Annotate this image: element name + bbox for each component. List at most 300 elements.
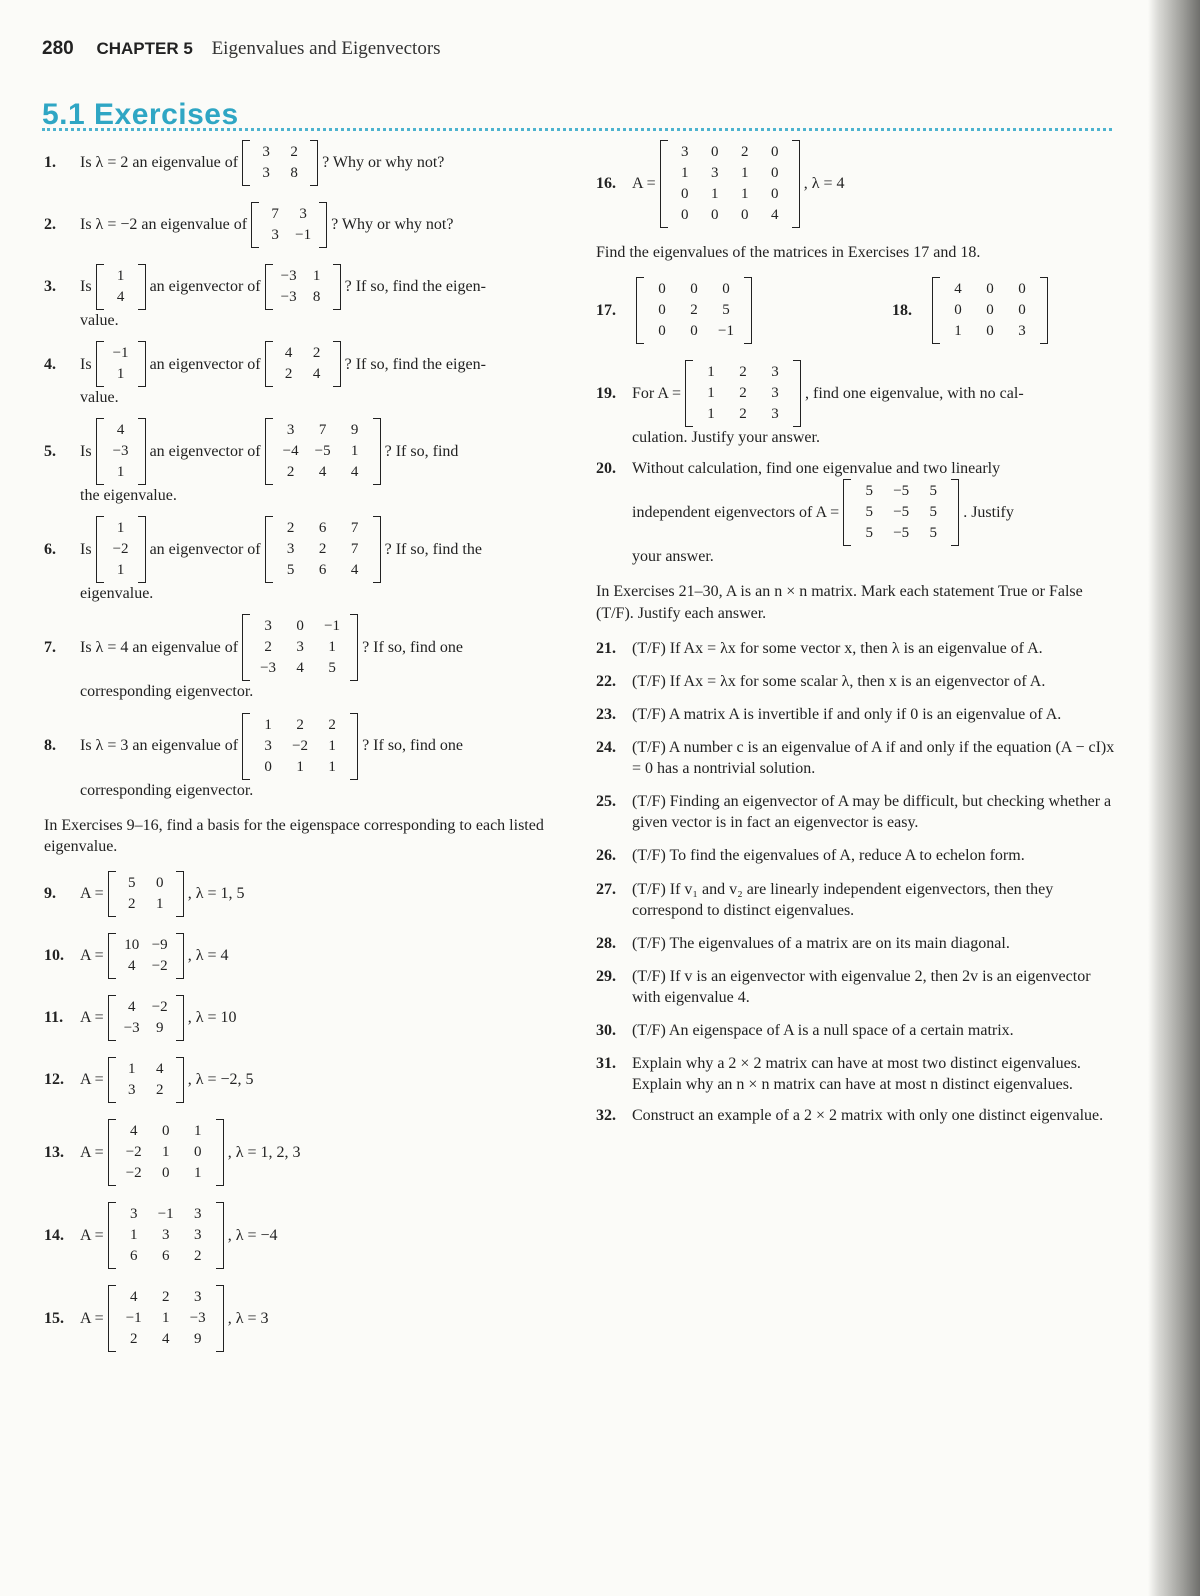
left-bracket [108,1119,116,1186]
matrix-entry: 1 [328,639,336,656]
matrix-entry: 3 [296,639,304,656]
matrix-entry: 1 [193,1164,202,1181]
exercise-number: 23. [596,705,616,723]
right-bracket [951,479,959,546]
exercise-text: Is [80,278,92,296]
true-false-item [596,845,1120,866]
matrix-entry: 2 [690,302,698,319]
matrix-entry: 0 [986,302,994,319]
exercise-text: ? If so, find [384,443,459,461]
left-bracket [96,516,104,583]
matrix-entry: 6 [161,1247,170,1264]
matrix [265,418,381,485]
exercise-20-matrix-line [596,479,1014,546]
matrix-entry: 3 [161,1226,170,1243]
matrix-entry: 7 [350,541,359,558]
exercise-3 [44,264,572,310]
true-false-item [596,737,1120,779]
matrix-entry: 1 [193,1122,202,1139]
left-column [44,140,572,1352]
right-bracket [216,1119,224,1186]
matrix-entry: −2 [292,737,309,754]
exercise-number: 13. [44,1143,64,1161]
matrix-entry: 2 [286,520,295,537]
matrix-entry: 9 [193,1330,202,1347]
matrix-entry: 2 [739,364,747,381]
exercise-text: (T/F) A matrix A is invertible if and only if 0 is an eigenvalue of A. [632,705,1062,723]
matrix [108,995,184,1041]
matrix-entry: 0 [161,1164,170,1181]
matrix [265,516,381,583]
matrix-entry: 5 [127,874,136,891]
exercise-4 [44,341,572,387]
exercise-text: (T/F) The eigenvalues of a matrix are on its main diagonal. [632,934,1010,952]
exercise-text: culation. Justify your answer. [632,429,820,447]
exercise-text: value. [80,312,119,329]
matrix [108,1119,224,1186]
exercise-text: an eigenvector of [149,355,261,373]
exercise-number: 17. [596,302,616,320]
right-column [596,140,1120,1127]
matrix-entry: 1 [312,268,321,284]
instructions-17-18: Find the eigenvalues of the matrices in Exercises 17 and 18. [596,244,981,261]
matrix-entry: 1 [116,366,125,383]
matrix [660,140,800,228]
exercise-text: , λ = 10 [187,1009,237,1027]
exercise-text: For A = [632,385,682,403]
exercise-number: 3. [44,278,56,296]
exercise-text: (T/F) An eigenspace of A is a null space of a certain matrix. [632,1022,1014,1040]
matrix-entry: 4 [155,1060,164,1077]
vector [96,341,146,387]
exercise-text: Construct an example of a 2 × 2 matrix with only one distinct eigenvalue. [632,1107,1104,1125]
exercise-number: 30. [596,1022,616,1040]
matrix-entry: 7 [271,206,279,222]
instructions-21-30: In Exercises 21–30, A is an n × n matrix. Mark each statement True or False (T/F). Justify each answer. [596,583,1083,622]
left-bracket [660,140,668,228]
matrix-entry: 4 [350,562,359,579]
exercise-text: your answer. [632,548,714,566]
page-number: 280 [42,38,74,59]
matrix-entry: 1 [116,464,125,481]
matrix-entry: 1 [116,562,125,579]
matrix-entry: 4 [284,345,293,362]
matrix-entry: 1 [680,165,689,181]
exercise-number: 21. [596,639,616,657]
exercise-number: 29. [596,967,616,985]
matrix-entry: −1 [324,618,341,635]
right-bracket [138,418,146,485]
vector [96,418,146,485]
chapter-label: CHAPTER 5 [96,39,193,58]
matrix-entry: 1 [116,520,125,537]
exercise-text: (T/F) If Ax = λx for some scalar λ, then x is an eigenvector of A. [632,672,1046,690]
matrix-entry: 3 [771,385,779,402]
matrix-entry: 2 [739,385,747,402]
matrix-entry: 3 [193,1205,202,1222]
right-bracket [373,418,381,485]
matrix-entry: 4 [312,366,321,383]
matrix-entry: 1 [740,186,749,202]
right-bracket [319,202,327,248]
matrix-entry: 3 [286,541,295,558]
exercise-text: Is [80,541,92,559]
left-bracket [251,202,259,248]
left-bracket [265,516,273,583]
exercise-text: , λ = 4 [187,947,229,965]
left-bracket [636,277,644,344]
matrix [242,614,358,681]
exercise-number: 15. [44,1309,64,1327]
right-bracket [176,1057,184,1103]
matrix-entry: −3 [123,1019,140,1036]
matrix-entry: 4 [954,281,962,298]
exercise-number: 16. [596,175,616,193]
right-bracket [373,516,381,583]
exercise-number: 32. [596,1107,616,1125]
matrix-entry: 2 [193,1247,202,1264]
exercise-32 [596,1105,1120,1126]
matrix-entry: 0 [161,1122,170,1139]
matrix-entry: 1 [328,737,336,754]
matrix-entry: 1 [129,1226,138,1243]
exercise-text: ? If so, find one [362,737,463,755]
matrix-entry: −2 [112,541,129,558]
matrix-entry: 4 [127,957,136,974]
exercise-number: 28. [596,934,616,952]
running-header [42,38,441,60]
matrix-entry: 0 [770,165,779,181]
matrix-entry: 1 [296,758,304,775]
exercise-20 [596,458,1120,479]
matrix-entry: 4 [296,660,304,677]
matrix [932,277,1048,344]
matrix-entry: 0 [954,302,962,319]
exercise-12 [44,1057,572,1103]
matrix [636,277,752,344]
matrix-entry: 0 [770,144,779,160]
matrix-entry: 0 [710,144,719,160]
matrix-entry: 3 [193,1226,202,1243]
matrix [108,871,184,917]
matrix-entry: 0 [658,302,666,319]
matrix-entry: −1 [295,227,312,243]
matrix-entry: −3 [280,289,297,305]
exercise-2 [44,202,572,248]
right-bracket [793,360,801,427]
matrix-entry: 1 [161,1143,170,1160]
matrix-entry: 4 [129,1288,138,1305]
matrix-entry: 3 [299,206,307,222]
left-bracket [108,1057,116,1103]
instructions-9-16: In Exercises 9–16, find a basis for the eigenspace corresponding to each listed eigenvalue. [44,816,544,855]
exercise-text: an eigenvector of [149,443,261,461]
matrix [265,341,341,387]
matrix-entry: −5 [893,504,910,521]
exercise-text: (T/F) Finding an eigenvector of A may be difficult, but checking whether a given vector is in fact an eigenvector is easy. [632,793,1112,832]
matrix [108,1057,184,1103]
matrix [251,202,327,248]
matrix-entry: 5 [929,504,937,521]
matrix-entry: 2 [290,144,298,160]
matrix-entry: 4 [770,207,779,223]
exercise-9 [44,871,572,917]
exercise-number: 22. [596,672,616,690]
chapter-title: Eigenvalues and Eigenvectors [211,38,441,59]
exercise-text: , λ = 4 [803,175,845,193]
matrix-entry: 1 [127,1060,136,1077]
right-bracket [310,140,318,186]
matrix-entry: 0 [986,281,994,298]
vector [96,516,146,583]
matrix-entry: 5 [865,504,873,521]
matrix-entry: 2 [312,345,321,362]
exercises-17-18 [596,277,1120,344]
matrix-entry: 10 [124,936,140,953]
exercise-number: 19. [596,385,616,403]
matrix-entry: 0 [690,323,698,340]
matrix [685,360,801,427]
matrix-entry: 8 [312,289,321,305]
matrix-entry: 1 [710,186,719,202]
right-bracket [176,933,184,979]
matrix-entry: −1 [718,323,734,340]
exercise-text: Is λ = −2 an eigenvalue of [80,216,248,234]
matrix [108,1202,224,1269]
exercise-31 [596,1053,1120,1095]
matrix-entry: 0 [1018,302,1026,319]
exercise-8 [44,713,572,780]
matrix-entry: 0 [680,207,689,223]
right-bracket [216,1285,224,1352]
matrix-entry: 0 [986,323,994,340]
exercise-13 [44,1119,572,1186]
matrix-entry: −9 [151,936,168,953]
exercise-7 [44,614,572,681]
exercise-text: A = [80,885,104,903]
matrix-entry: 2 [284,366,293,383]
exercise-text: Is [80,443,92,461]
matrix-entry: 3 [129,1205,138,1222]
exercise-text: (T/F) If v is an eigenvector with eigenvalue 2, then 2v is an eigenvector with eigenvalue 4. [632,967,1091,1006]
exercise-text: A = [80,947,104,965]
right-bracket [333,264,341,310]
matrix-entry: 0 [1018,281,1026,298]
true-false-item [596,879,1120,921]
true-false-item [596,933,1120,954]
matrix-entry: 3 [127,1081,136,1098]
matrix-entry: 2 [740,144,749,160]
true-false-item [596,791,1120,833]
matrix-entry: 3 [680,144,689,160]
matrix-entry: 3 [262,165,270,181]
matrix-entry: 5 [286,562,295,579]
right-bracket [138,516,146,583]
right-bracket [176,871,184,917]
matrix-entry: 3 [771,406,779,423]
exercise-number: 6. [44,541,56,559]
matrix-entry: −2 [125,1143,142,1160]
exercise-text: ? Why or why not? [322,154,445,172]
exercise-number: 2. [44,216,56,234]
matrix-entry: 2 [264,639,272,656]
exercise-text: Is [80,355,92,373]
matrix-entry: 4 [116,289,125,305]
matrix-entry: −3 [260,660,277,677]
exercise-text: corresponding eigenvector. [80,683,254,701]
matrix-entry: 2 [286,464,295,481]
matrix-entry: 1 [707,364,715,381]
matrix-entry: 0 [680,186,689,202]
matrix-entry: 4 [127,998,136,1015]
matrix-entry: 6 [129,1247,138,1264]
exercise-number: 27. [596,880,616,898]
matrix-entry: 5 [865,525,873,542]
exercise-text: Explain why a 2 × 2 matrix can have at most two distinct eigenvalues. Explain why an n × n matrix can have at most n distinct eigenvalues. [632,1055,1081,1094]
right-bracket [792,140,800,228]
matrix-entry: 2 [129,1330,138,1347]
left-bracket [242,614,250,681]
left-bracket [843,479,851,546]
matrix-entry: 0 [710,207,719,223]
matrix-entry: 4 [318,464,327,481]
matrix-entry: 1 [954,323,962,340]
matrix-entry: 7 [318,422,327,439]
matrix-entry: 0 [658,323,666,340]
matrix-entry: 2 [328,716,336,733]
matrix-entry: 5 [328,660,336,677]
exercise-number: 26. [596,847,616,865]
matrix-entry: −5 [893,483,910,500]
exercise-number: 4. [44,355,56,373]
matrix-entry: 1 [707,406,715,423]
exercise-number: 14. [44,1226,64,1244]
exercise-number: 7. [44,639,56,657]
matrix-entry: 2 [161,1288,170,1305]
exercise-5 [44,418,572,485]
exercise-text: corresponding eigenvector. [80,781,254,799]
exercise-text: A = [80,1226,104,1244]
exercise-text: . Justify [963,504,1014,522]
exercise-text: A = [80,1143,104,1161]
matrix [265,264,341,310]
matrix-entry: 3 [262,144,270,160]
matrix-entry: −1 [157,1205,174,1222]
exercise-text: Is λ = 4 an eigenvalue of [80,639,239,657]
matrix-entry: 0 [296,618,304,635]
true-false-item [596,1020,1120,1041]
book-edge [1160,0,1200,1596]
exercise-number: 1. [44,154,56,172]
exercise-number: 9. [44,885,56,903]
matrix-entry: 1 [740,165,749,181]
matrix-entry: 2 [296,716,304,733]
matrix-entry: 3 [1018,323,1026,340]
matrix-entry: 0 [770,186,779,202]
matrix-entry: 2 [318,541,327,558]
exercise-number: 18. [892,302,912,320]
matrix-entry: 0 [264,758,272,775]
exercise-text: , λ = 3 [227,1309,269,1327]
matrix-entry: 5 [929,483,937,500]
true-false-list [596,638,1120,1042]
matrix-entry: 0 [722,281,730,298]
left-bracket [265,418,273,485]
exercise-text: eigenvalue. [80,585,154,603]
matrix [242,713,358,780]
matrix-entry: −2 [151,957,168,974]
matrix-entry: 1 [328,758,336,775]
matrix-entry: 5 [722,302,730,319]
exercise-text: (T/F) If v₁ and v₂ are linearly independent eigenvectors, then they correspond to distinct eigenvalues. [632,880,1054,919]
exercise-text: , λ = 1, 5 [187,885,245,903]
exercise-number: 25. [596,793,616,811]
matrix-entry: 0 [155,874,164,891]
section-title: 5.1 Exercises [42,98,239,131]
matrix-entry: 1 [155,895,164,912]
exercise-text: A = [80,1009,104,1027]
matrix-entry: 4 [161,1330,170,1347]
exercise-text: independent eigenvectors of A = [632,504,840,522]
exercise-number: 11. [44,1009,64,1027]
matrix-entry: 2 [155,1081,164,1098]
left-bracket [108,995,116,1041]
right-bracket [350,614,358,681]
matrix-entry: 7 [350,520,359,537]
exercise-text: (T/F) To find the eigenvalues of A, reduce A to echelon form. [632,847,1025,865]
matrix-entry: 6 [318,520,327,537]
exercise-text: A = [80,1071,104,1089]
left-bracket [108,933,116,979]
exercise-text: , λ = 1, 2, 3 [227,1143,301,1161]
exercise-text: , λ = −4 [227,1226,278,1244]
left-bracket [96,418,104,485]
matrix [242,140,318,186]
exercise-text: an eigenvector of [149,541,261,559]
left-bracket [108,871,116,917]
matrix-entry: 9 [350,422,359,439]
exercise-text: , find one eigenvalue, with no cal- [805,385,1024,403]
matrix-entry: 3 [286,422,295,439]
section-rule [42,128,1112,131]
exercise-text: the eigenvalue. [80,487,177,505]
matrix-entry: −3 [112,443,129,460]
matrix-entry: −4 [282,443,299,460]
matrix-entry: 3 [271,227,279,243]
right-bracket [350,713,358,780]
matrix-entry: 1 [707,385,715,402]
matrix-entry: 8 [290,165,298,181]
exercise-text: ? If so, find one [362,639,463,657]
matrix-entry: 1 [264,716,272,733]
matrix-entry: −1 [125,1309,142,1326]
exercise-text: A = [80,1309,104,1327]
exercise-text: ? Why or why not? [331,216,454,234]
left-bracket [265,264,273,310]
exercise-text: Is λ = 3 an eigenvalue of [80,737,239,755]
left-bracket [96,341,104,387]
matrix-entry: 1 [350,443,359,460]
left-bracket [265,341,273,387]
right-bracket [744,277,752,344]
right-bracket [138,341,146,387]
matrix-entry: 5 [865,483,873,500]
exercise-number: 5. [44,443,56,461]
exercise-number: 10. [44,947,64,965]
matrix-entry: 4 [129,1122,138,1139]
exercise-text: Is λ = 2 an eigenvalue of [80,154,239,172]
matrix-entry: 5 [929,525,937,542]
